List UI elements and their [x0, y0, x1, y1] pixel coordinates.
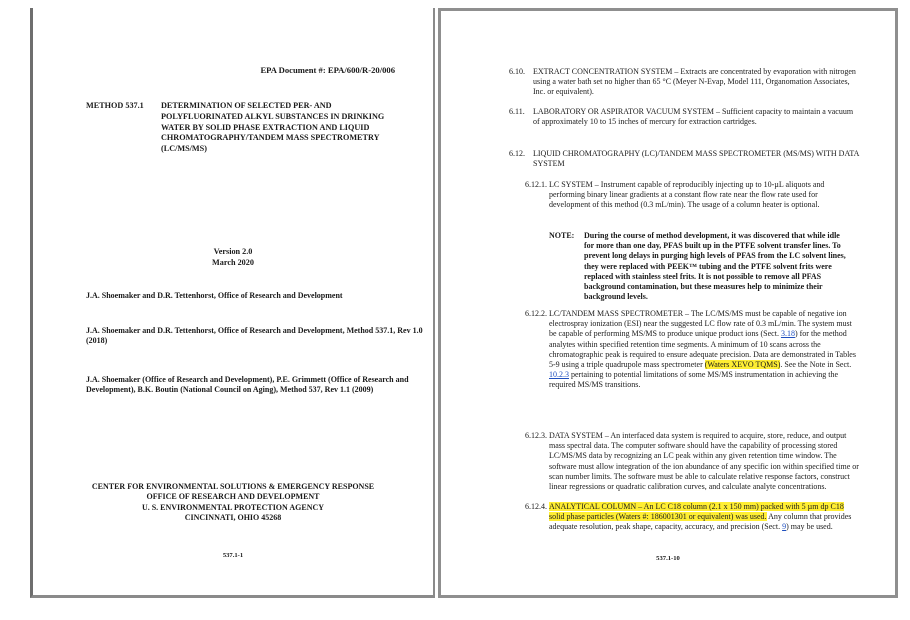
section-number: 6.11.	[509, 107, 525, 116]
section-number: 6.10.	[509, 67, 525, 76]
agency-line: CINCINNATI, OHIO 45268	[184, 513, 282, 523]
section-body: – Extracts are concentrated by evaporation with nitrogen using a water bath set no higher than 65 °C (Meyer N-Evap, Model 111, Organomation Associates, Inc. or equivalent).	[533, 67, 856, 97]
document-page-left	[30, 8, 435, 598]
section-reference-link[interactable]: 9	[782, 522, 787, 532]
section-reference-link[interactable]: 3.18	[780, 329, 795, 339]
agency-line: CENTER FOR ENVIRONMENTAL SOLUTIONS & EMERGENCY RESPONSE	[91, 482, 375, 491]
method-title-line: POLYFLUORINATED ALKYL SUBSTANCES IN DRINKING	[161, 111, 385, 121]
highlighted-instrument: (Waters XEVO TQMS)	[704, 360, 781, 370]
section-body: – An interfaced data system is required to acquire, store, reduce, and output mass spectral data. The computer software should have the capability of processing stored LC/MS/MS data by recognizing an LC peak within any given retention time window. The software must allow integration of the ion abundance of any specific ion within specified time or scan number limits. The software must be able to calculate relative response factors, construct linear regressions or quadratic calibration curves, and calculate analyte concentrations.	[549, 431, 859, 492]
method-title-line: DETERMINATION OF SELECTED PER- AND	[161, 101, 332, 110]
section-number: 6.12.1.	[525, 180, 547, 189]
section-body: Any column that provides adequate resolution, peak shape, capacity, accuracy, and precision (Sect.	[549, 512, 852, 532]
method-number: METHOD 537.1	[86, 101, 144, 110]
section-number: 6.12.2.	[525, 309, 547, 318]
section-title: DATA SYSTEM	[549, 431, 603, 440]
page-number: 537.1-1	[222, 552, 244, 559]
method-title-line: WATER BY SOLID PHASE EXTRACTION AND LIQUID	[161, 122, 370, 132]
method-title-line: CHROMATOGRAPHY/TANDEM MASS SPECTROMETRY	[161, 133, 380, 143]
section-body: – Instrument capable of reproducibly injecting up to 10-µL aliquots and performing binary linear gradients at a constant flow rate near the flow rate used for development of this method (0.3 mL/min). The usage of a column heater is optional.	[549, 180, 825, 210]
highlighted-column-spec: – An LC C18 column (2.1 x 150 mm) packed with 5 µm dp C18 solid phase particles (Waters #: 186001301 or equivalent) was used.	[549, 502, 844, 522]
agency-line: OFFICE OF RESEARCH AND DEVELOPMENT	[146, 492, 320, 502]
note-label: NOTE:	[549, 231, 575, 240]
section-title: ANALYTICAL COLUMN	[549, 502, 637, 511]
method-title-line: (LC/MS/MS)	[161, 144, 207, 154]
section-title: EXTRACT CONCENTRATION SYSTEM	[533, 67, 673, 76]
epa-document-number: EPA Document #: EPA/600/R-20/006	[260, 65, 395, 75]
note-body: During the course of method development, it was discovered that while idle for more than one day, PFAS built up in the PTFE solvent transfer lines. To prevent long delays in purging high levels of PFAS from the LC solvent lines, they were replaced with PEEK™ tubing and the PTFE solvent frits were replaced with stainless steel frits. It is not possible to remove all PFAS background contamination, but these measures help to minimize their background levels.	[584, 231, 846, 302]
section-title: LC/TANDEM MASS SPECTROMETER	[549, 309, 684, 318]
section-number: 6.12.	[509, 149, 525, 158]
section-number: 6.12.4.	[525, 502, 547, 511]
author-credit: J.A. Shoemaker and D.R. Tettenhorst, Office of Research and Development, Method 537.1, Rev 1.0 (2018)	[86, 326, 423, 346]
version-block	[33, 247, 433, 268]
version-date: March 2020	[212, 257, 254, 267]
page-number: 537.1-10	[656, 555, 680, 562]
section-body: . See the Note in Sect.	[780, 360, 852, 370]
section-body: ) may be used.	[786, 522, 833, 532]
section-body: – Sufficient capacity to maintain a vacuum of approximately 10 to 15 inches of mercury for extraction cartridges.	[533, 107, 854, 127]
section-body: – The LC/MS/MS must be capable of negative ion electrospray ionization (ESI) near the suggested LC flow rate of 0.3 mL/min. The system must be capable of performing MS/MS to produce unique product ions (Sect.	[549, 309, 852, 339]
section-number: 6.12.3.	[525, 431, 547, 440]
agency-line: U. S. ENVIRONMENTAL PROTECTION AGENCY	[141, 502, 325, 512]
version-label: Version 2.0	[213, 247, 253, 256]
agency-address-block	[33, 482, 433, 524]
author-credit: J.A. Shoemaker (Office of Research and Development), P.E. Grimmett (Office of Research and Development), B.K. Boutin (National Council on Aging), Method 537, Rev 1.1 (2009)	[86, 375, 409, 395]
section-title: LC SYSTEM	[549, 180, 593, 189]
section-title: LIQUID CHROMATOGRAPHY (LC)/TANDEM MASS SPECTROMETER (MS/MS) WITH DATA SYSTEM	[533, 149, 859, 169]
section-reference-link[interactable]: 10.2.3	[549, 370, 569, 380]
method-title	[161, 101, 423, 155]
author-credit: J.A. Shoemaker and D.R. Tettenhorst, Office of Research and Development	[86, 291, 343, 300]
section-body: ) for the method analytes within specified retention time segments. A minimum of 10 scans across the chromatographic peak is required to ensure adequate precision. Data are demonstrated in Tables 5-9 using a triple quadrupole mass spectrometer	[549, 329, 856, 370]
section-body: pertaining to potential limitations of some MS/MS instrumentation in achieving the required MS/MS transitions.	[549, 370, 839, 390]
section-title: LABORATORY OR ASPIRATOR VACUUM SYSTEM	[533, 107, 714, 116]
document-page-right	[438, 8, 898, 598]
